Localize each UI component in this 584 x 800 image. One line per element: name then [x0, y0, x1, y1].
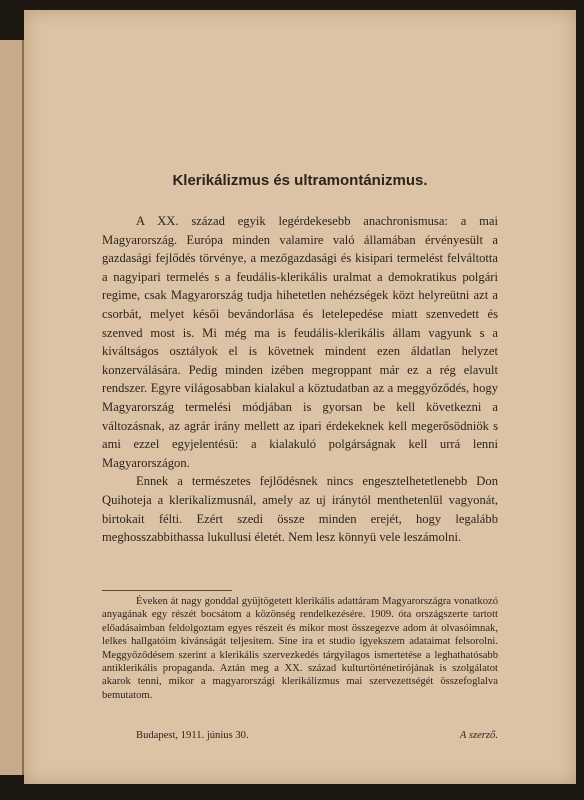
paragraph-1: A XX. század egyik legérdekesebb anachronismusa: a mai Magyarország. Európa minden valamire való államában érvényesült a gazdasági fejlődés törvénye, a mezőgazdasági és kisipari termelést felváltotta a nagyipari termelés s a feudális-klerikális uralmat a demokratikus polgári regime, csak Magyarország tudja hihetetlen nehézségek közt helyreütni azt a csorbát, melyet késői bevándorlása és letelepedése miatt szenvedett és szenved most is. Mi még ma is feudális-klerikális állam vagyunk s a kiváltságos osztályok el is követnek mindent ezen áldatlan helyzet konzerválására. Pedig minden izében megroppant már ez a rég elavult rendszer. Egyre világosabban kialakul a köztudatban az a meggyőződés, hogy Magyarország termelési módjában is gyorsan be kell következni a változásnak, az agrár irány mellett az ipari érdekeknek kell megerősödniök s ami ezzel egyjelentésü: a kialakuló polgárságnak kell urrá lenni Magyarországon.	[102, 214, 498, 470]
main-text	[102, 212, 498, 547]
document-page	[24, 10, 576, 784]
page-title: Klerikálizmus és ultramontánizmus.	[172, 172, 428, 189]
author-signature: A szerző.	[459, 730, 498, 741]
footnote-text: Éveken át nagy gonddal gyüjtögetett klerikális adattáram Magyarországra vonatkozó anyagának egy részét bocsátom a közönség rendelkezésére. 1909. óta országszerte tartott előadásaimban feldolgoztam egyes részeit és mikor most összegezve adom át olvasóimnak, lelkes hallgatóim kívánságát teljesítem. Sine ira et studio igyekszem adataimat felsorolni. Meggyőződésem szerint a klerikális szervezkedés tárgyilagos ismertetése a leghathatósabb antiklerikális propaganda. Aztán meg a XX. század kulturtörténetirójának is szolgálatot akarok tenni, mikor a magyarországi klerikálizmus mai szervezettségét összefoglalva bemutatom.	[102, 596, 498, 701]
footnote-divider	[102, 590, 232, 591]
place-date: Budapest, 1911. június 30.	[136, 730, 249, 741]
footnote	[102, 595, 498, 702]
paragraph-2: Ennek a természetes fejlődésnek nincs engesztelhetetlenebb Don Quihoteja a klerikalizmusnál, amely az uj iránytól menthetenlül vagyonát, birtokait félti. Ezért szedi össze minden erejét, hogy legalább meghosszabbithassa lukullusi életét. Nem lesz könnyü vele leszámolni.	[102, 474, 498, 545]
left-page-edge	[0, 40, 24, 775]
